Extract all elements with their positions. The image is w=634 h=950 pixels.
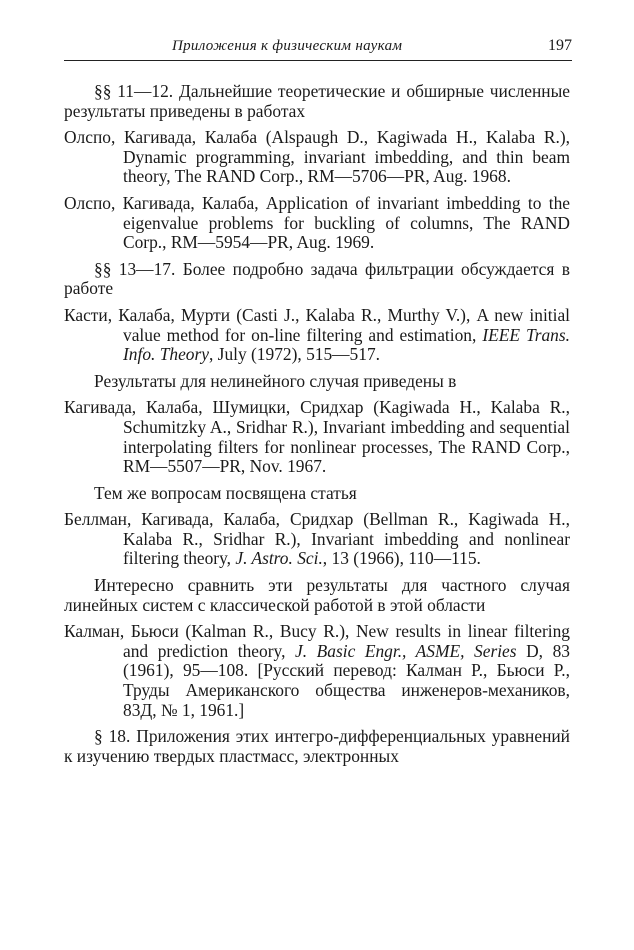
paragraph-same-topic: Тем же вопросам посвящена статья — [94, 482, 357, 503]
reference-details: , July (1972), 515—517. — [208, 344, 380, 365]
reference-details: , 13 (1966), 110—115. — [322, 548, 481, 569]
journal-title: J. Basic Engr., ASME, Series — [295, 640, 517, 661]
journal-title: J. Astro. Sci. — [235, 548, 323, 569]
reference-kalman-1961 — [64, 622, 570, 720]
paragraph-section-18: § 18. Приложения этих интегро-дифференциальных уравнений к изучению твердых пластмасс, электронных — [64, 726, 570, 766]
reference-alspaugh-1968: Олспо, Кагивада, Калаба (Alspaugh D., Kagiwada H., Kalaba R.), Dynamic programming, invariant imbedding, and thin beam theory, The RAND Corp., RM—5706—PR, Aug. 1968. — [64, 127, 570, 187]
running-header — [64, 34, 572, 61]
paragraph-linear-comparison: Интересно сравнить эти результаты для частного случая линейных систем с классической работой в этой области — [64, 575, 570, 615]
reference-alspaugh-1969: Олспо, Кагивада, Калаба, Application of invariant imbedding to the eigenvalue problems for buckling of columns, The RAND Corp., RM—5954—PR, Aug. 1969. — [64, 192, 570, 253]
page-body — [64, 82, 570, 773]
paragraph-sections-11-12: §§ 11—12. Дальнейшие теоретические и обширные численные результаты приведены в работах — [64, 81, 570, 121]
reference-casti-1972 — [64, 306, 570, 365]
reference-text: Касти, Калаба, Мурти (Casti J., Kalaba R., Murthy V.), A new initial value method for on-line filtering and estimation, — [64, 304, 570, 345]
reference-details: D, 83 (1961), 95—108. [Русский перевод: Калман Р., Бьюси Р., Труды Американского общества инженеров-механиков, 83Д, № 1, 1961.] — [123, 640, 570, 720]
running-title: Приложения к физическим наукам — [172, 38, 403, 54]
paragraph-nonlinear-case: Результаты для нелинейного случая приведены в — [94, 370, 457, 391]
paragraph-sections-13-17: §§ 13—17. Более подробно задача фильтрации обсуждается в работе — [64, 258, 570, 299]
reference-kagiwada-1967: Кагивада, Калаба, Шумицки, Сридхар (Kagiwada H., Kalaba R., Schumitzky A., Sridhar R.), Invariant imbedding and sequential interpolating filters for nonlinear processes, The RAND Corp., RM—5507—PR, Nov. 1967. — [64, 397, 570, 477]
reference-text: Беллман, Кагивада, Калаба, Сридхар (Bellman R., Kagiwada H., Kalaba R., Sridhar R.), Invariant imbedding and nonlinear filtering theory, — [64, 509, 570, 569]
reference-text: Калман, Бьюси (Kalman R., Bucy R.), New results in linear filtering and prediction theory, — [64, 621, 570, 661]
page-number: 197 — [548, 37, 572, 54]
journal-title: IEEE Trans. Info. Theory — [123, 324, 570, 365]
reference-bellman-1966 — [64, 510, 570, 569]
